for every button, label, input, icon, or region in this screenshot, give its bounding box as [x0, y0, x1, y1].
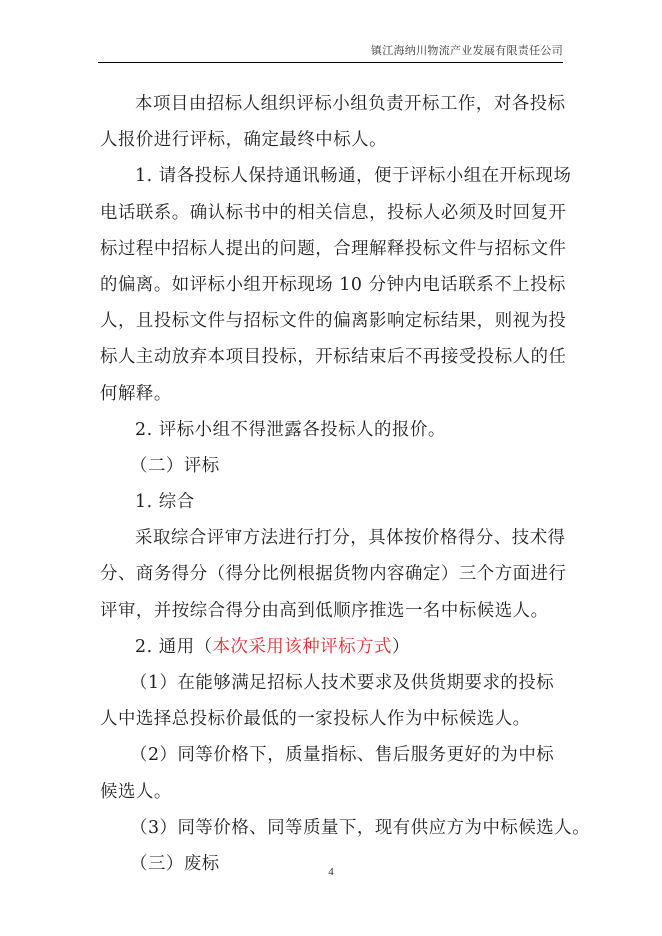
paragraph-line: 电话联系。确认标书中的相关信息，投标人必须及时回复开 [100, 202, 567, 223]
paragraph-line: 人报价进行评标，确定最终中标人。 [100, 130, 388, 151]
section-heading-evaluation: （二）评标 [130, 455, 220, 476]
subheading-comprehensive: 1. 综合 [135, 492, 195, 513]
page-header [98, 42, 563, 63]
paragraph-line: 本项目由招标人组织评标小组负责开标工作，对各投标 [135, 94, 566, 114]
paragraph-line: 采取综合评审方法进行打分，具体按价格得分、技术得 [135, 528, 566, 549]
section-heading-invalid-bid: （三）废标 [130, 853, 220, 874]
subheading-general [100, 629, 564, 665]
paragraph-line: 1. 请各投标人保持通讯畅通，便于评标小组在开标现场 [135, 166, 572, 187]
paragraph-line: 人，且投标文件与招标文件的偏离影响定标结果，则视为投 [100, 311, 567, 332]
paragraph-line: （2）同等价格下，质量指标、售后服务更好的为中标 [130, 745, 555, 766]
paragraph-line: 分、商务得分（得分比例根据货物内容确定）三个方面进行 [100, 564, 567, 585]
header-company-name: 镇江海纳川物流产业发展有限责任公司 [370, 44, 563, 57]
paragraph-line: 2. 评标小组不得泄露各投标人的报价。 [135, 419, 446, 440]
paragraph-line: 何解释。 [100, 383, 172, 404]
highlighted-note: 本次采用该种评标方式 [212, 636, 393, 657]
paragraph-line: （3）同等价格、同等质量下，现有供应方为中标候选人。 [130, 817, 591, 838]
paragraph-line: 的偏离。如评标小组开标现场 10 分钟内电话联系不上投标 [100, 274, 566, 295]
paragraph-line: 标过程中招标人提出的问题，合理解释投标文件与招标文件 [100, 238, 567, 259]
paragraph-line: 人中选择总投标价最低的一家投标人作为中标候选人。 [100, 709, 531, 730]
paragraph-line: 候选人。 [100, 781, 172, 802]
document-body [100, 86, 591, 882]
paragraph-line: 标人主动放弃本项目投标，开标结束后不再接受投标人的任 [100, 347, 567, 368]
page-number: 4 [328, 866, 334, 878]
subheading-general-prefix: 2. 通用（ [135, 636, 213, 657]
paragraph-line: （1）在能够满足招标人技术要求及供货期要求的投标 [130, 673, 555, 693]
subheading-general-suffix: ） [392, 636, 410, 657]
paragraph-line: 评审，并按综合得分由高到低顺序推选一名中标候选人。 [100, 600, 549, 621]
